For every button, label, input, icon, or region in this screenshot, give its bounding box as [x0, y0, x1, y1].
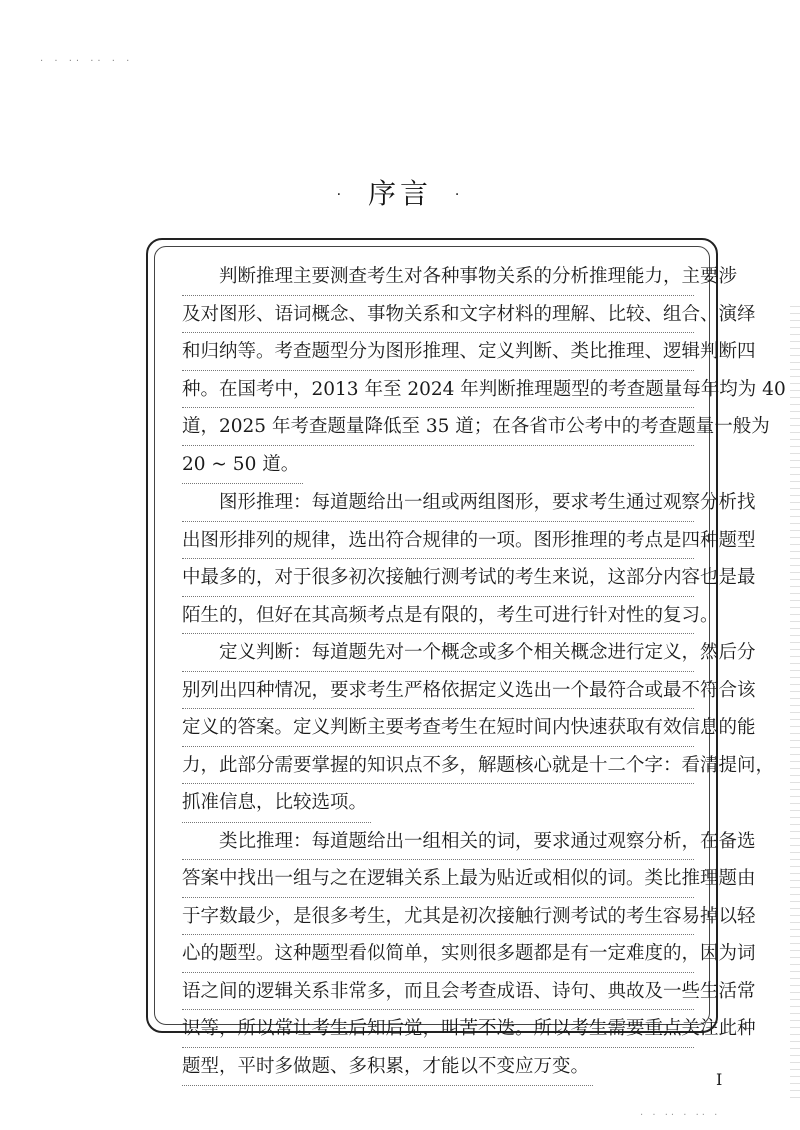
text-line: 心的题型。这种题型看似简单，实则很多题都是有一定难度的，因为词	[182, 935, 694, 973]
text-line: 力，此部分需要掌握的知识点不多，解题核心就是十二个字：看清提问，	[182, 747, 694, 785]
preface-title: 序言	[367, 177, 432, 210]
text-line: 类比推理：每道题给出一组相关的词，要求通过观察分析，在备选	[182, 823, 694, 861]
text-line: 定义判断：每道题先对一个概念或多个相关概念进行定义，然后分	[182, 634, 694, 672]
text-line: 种。在国考中，2013 年至 2024 年判断推理题型的考查题量每年均为 40	[182, 371, 694, 409]
text-line: 20 ~ 50 道。	[182, 446, 303, 485]
paragraph-definition-judgment	[182, 634, 775, 823]
paragraph-intro	[182, 258, 786, 484]
preface-body	[182, 258, 786, 1086]
text-line: 判断推理主要测查考生对各种事物关系的分析推理能力，主要涉	[182, 258, 694, 296]
text-line: 语之间的逻辑关系非常多，而且会考查成语、诗句、典故及一些生活常	[182, 973, 694, 1011]
text-line: 答案中找出一组与之在逻辑关系上最为贴近或相似的词。类比推理题由	[182, 860, 694, 898]
text-line: 别列出四种情况，要求考生严格依据定义选出一个最符合或最不符合该	[182, 672, 694, 710]
text-line: 出图形排列的规律，选出符合规律的一项。图形推理的考点是四种题型	[182, 522, 694, 560]
text-line: 抓准信息，比较选项。	[182, 784, 371, 823]
text-line: 题型，平时多做题、多积累，才能以不变应万变。	[182, 1048, 593, 1087]
text-line: 道，2025 年考查题量降低至 35 道；在各省市公考中的考查题量一般为	[182, 408, 694, 446]
text-line: 及对图形、语词概念、事物关系和文字材料的理解、比较、组合、演绎	[182, 296, 694, 334]
scan-artifact-bottom: · · ·· · ·· ·	[640, 1110, 721, 1121]
paragraph-graphic-reasoning	[182, 484, 756, 634]
paragraph-analogy-reasoning	[182, 823, 756, 1087]
text-line: 和归纳等。考查题型分为图形推理、定义判断、类比推理、逻辑判断四	[182, 333, 694, 371]
heading-left-mark: ·	[336, 187, 346, 203]
text-line: 识等，所以常让考生后知后觉，叫苦不迭。所以考生需要重点关注此种	[182, 1010, 694, 1048]
page-number: I	[716, 1070, 723, 1089]
heading-right-mark: ·	[454, 187, 464, 203]
text-line: 定义的答案。定义判断主要考查考生在短时间内快速获取有效信息的能	[182, 709, 694, 747]
scan-artifact-top: · · ·· ·· · ·	[40, 56, 134, 67]
scan-artifact-edge	[790, 300, 800, 1100]
text-line: 于字数最少，是很多考生，尤其是初次接触行测考试的考生容易掉以轻	[182, 898, 694, 936]
text-line: 图形推理：每道题给出一组或两组图形，要求考生通过观察分析找	[182, 484, 694, 522]
text-line: 中最多的，对于很多初次接触行测考试的考生来说，这部分内容也是最	[182, 559, 694, 597]
preface-heading	[0, 172, 800, 212]
text-line: 陌生的，但好在其高频考点是有限的，考生可进行针对性的复习。	[182, 597, 694, 635]
